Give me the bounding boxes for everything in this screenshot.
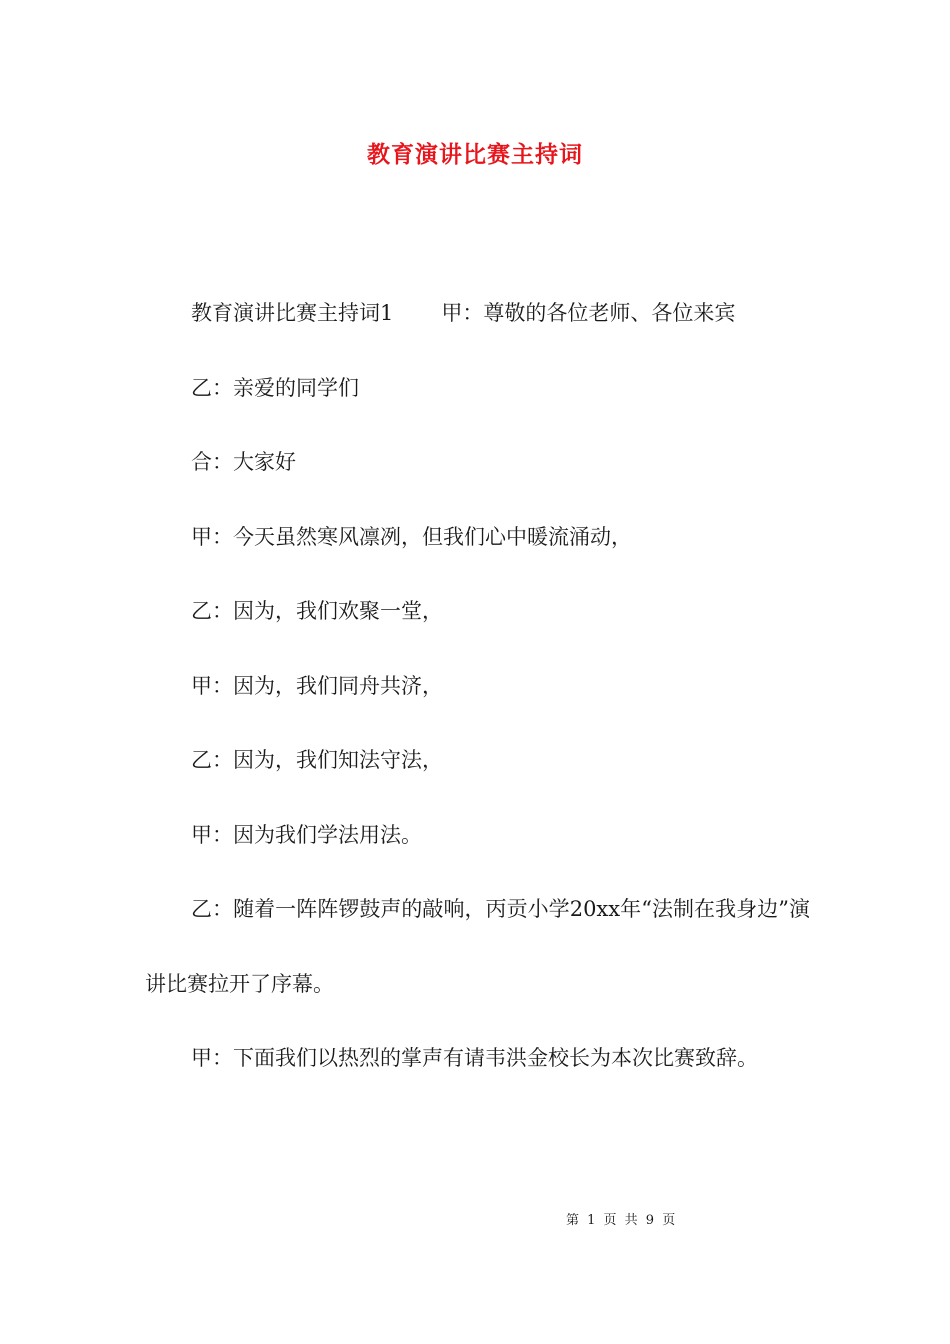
page-number-footer: 第 1 页 共 9 页 bbox=[566, 1213, 676, 1228]
paragraph-4: 甲：今天虽然寒风凛冽，但我们心中暖流涌动， bbox=[191, 524, 632, 549]
paragraph-text: 甲：尊敬的各位老师、各位来宾 bbox=[441, 301, 736, 325]
paragraph-7: 乙：因为，我们知法守法， bbox=[191, 748, 443, 772]
document-title: 教育演讲比赛主持词 bbox=[367, 141, 583, 168]
paragraph-10: 甲：下面我们以热烈的掌声有请韦洪金校长为本次比赛致辞。 bbox=[191, 1046, 758, 1070]
intro-heading: 教育演讲比赛主持词1 bbox=[191, 301, 394, 325]
paragraph-6: 甲：因为，我们同舟共济， bbox=[191, 673, 443, 698]
paragraph-3: 合：大家好 bbox=[191, 450, 296, 474]
paragraph-5: 乙：因为，我们欢聚一堂， bbox=[191, 599, 443, 623]
paragraph-1 bbox=[145, 276, 810, 351]
paragraph-8: 甲：因为我们学法用法。 bbox=[191, 822, 422, 847]
paragraph-9: 乙：随着一阵阵锣鼓声的敲响，丙贡小学20xx年“法制在我身边”演讲比赛拉开了序幕。 bbox=[145, 897, 810, 996]
paragraph-2: 乙：亲爱的同学们 bbox=[191, 375, 359, 400]
document-body bbox=[145, 276, 810, 1096]
